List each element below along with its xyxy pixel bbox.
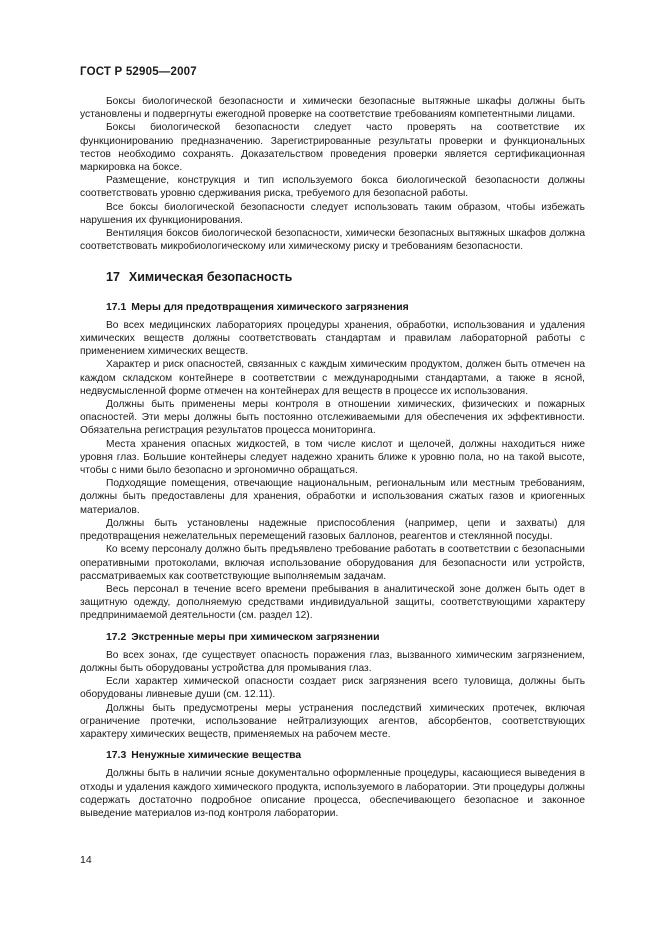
paragraph: Должны быть применены меры контроля в отношении химических, физических и пожарных опасностей. Эти меры должны быть постоянно отслеживаемыми для обеспечения их эффективности. Обязательна регистрация результатов процесса мониторинга. [80,399,585,437]
paragraph: Подходящие помещения, отвечающие национальным, региональным или местным требованиям, должны быть предоставлены для хранения, обработки и использования сжатых газов и криогенных материалов. [80,478,585,516]
subsection-number: 17.3 [106,750,127,762]
subsection-title: Экстренные меры при химическом загрязнении [131,631,380,643]
subsection-number: 17.2 [106,631,127,643]
paragraph: Все боксы биологической безопасности следует использовать таким образом, чтобы избежать нарушения их функционирования. [80,201,585,226]
subsection-heading [106,749,585,762]
paragraph: Весь персонал в течение всего времени пребывания в аналитической зоне должен быть одет в защитную одежду, дополняемую средствами индивидуальной защиты, соответствующими характеру предпринимаемой деятельности (см. раздел 12). [80,583,585,622]
subsection-number: 17.1 [106,301,127,313]
paragraph: Во всех зонах, где существует опасность поражения глаз, вызванного химическим загрязнением, должны быть оборудованы устройства для промывания глаз. [80,649,585,674]
page-content [80,95,585,820]
section-heading [106,271,585,284]
paragraph: Размещение, конструкция и тип используемого бокса биологической безопасности должны соответствовать уровню сдерживания риска, требуемого для безопасной работы. [80,175,585,200]
paragraph: Боксы биологической безопасности и химически безопасные вытяжные шкафы должны быть установлены и подвергнуты ежегодной проверке на соответствие требованиям компетентными лицами. [80,96,585,121]
paragraph: Ко всему персоналу должно быть предъявлено требование работать в соответствии с безопасными оперативными протоколами, включая использование оборудования для безопасности или устройств, рассматриваемых как соответствующие выполняемым задачам. [80,544,585,582]
subsection-title: Ненужные химические вещества [131,750,302,762]
subsection-heading [106,631,585,644]
paragraph: Должны быть в наличии ясные документально оформленные процедуры, касающиеся выведения в отходы и удаления каждого химического продукта, используемого в лаборатории. Эти процедуры должны содержать достаточно подробное описание процесса, обеспечивающего безопасное и законное выведение материалов из-под контроля лаборатории. [80,768,585,819]
subsection-title: Меры для предотвращения химического загрязнения [131,301,409,313]
paragraph: Во всех медицинских лабораториях процедуры хранения, обработки, использования и удаления химических веществ должны соответствовать стандартам и правилам лабораторной работы с применением химических веществ. [80,319,585,358]
page-number: 14 [80,854,92,866]
subsection-heading [106,301,585,314]
paragraph: Характер и риск опасностей, связанных с каждым химическим продуктом, должен быть отмечен на каждом складском контейнере в соответствии с международными стандартами, а также в ясной, недвусмысленной форме отмечен на контейнерах для веществ в процессе их использования. [80,359,585,397]
paragraph: Вентиляция боксов биологической безопасности, химически безопасных вытяжных шкафов должна соответствовать микробиологическому или химическому риску и требованиям безопасности. [80,228,585,253]
section-number: 17 [106,270,120,285]
intro-block [80,95,585,253]
paragraph: Места хранения опасных жидкостей, в том числе кислот и щелочей, должны находиться ниже уровня глаз. Большие контейнеры следует надежно хранить ближе к уровню пола, но на такой высоте, чтобы с ними было безопасно и эргономично обращаться. [80,438,585,477]
paragraph: Должны быть установлены надежные приспособления (например, цепи и захваты) для предотвращения нежелательных перемещений газовых баллонов, реагентов и стеклянной посуды. [80,517,585,543]
paragraph: Должны быть предусмотрены меры устранения последствий химических протечек, включая ограничение протечки, использование нейтрализующих агентов, абсорбентов, соответствующих характеру химических веществ, применяемых на рабочем месте. [80,702,585,740]
document-header: ГОСТ Р 52905—2007 [80,66,197,78]
paragraph: Боксы биологической безопасности следует часто проверять на соответствие их функционированию предназначению. Зарегистрированные результаты проверки и функциональных тестов необходимо сохранять. Доказательством проведения проверки является сертификационная маркировка на боксе. [80,122,585,174]
section-title: Химическая безопасность [128,270,293,285]
paragraph: Если характер химической опасности создает риск загрязнения всего туловища, должны быть оборудованы ливневые души (см. 12.11). [80,676,585,701]
